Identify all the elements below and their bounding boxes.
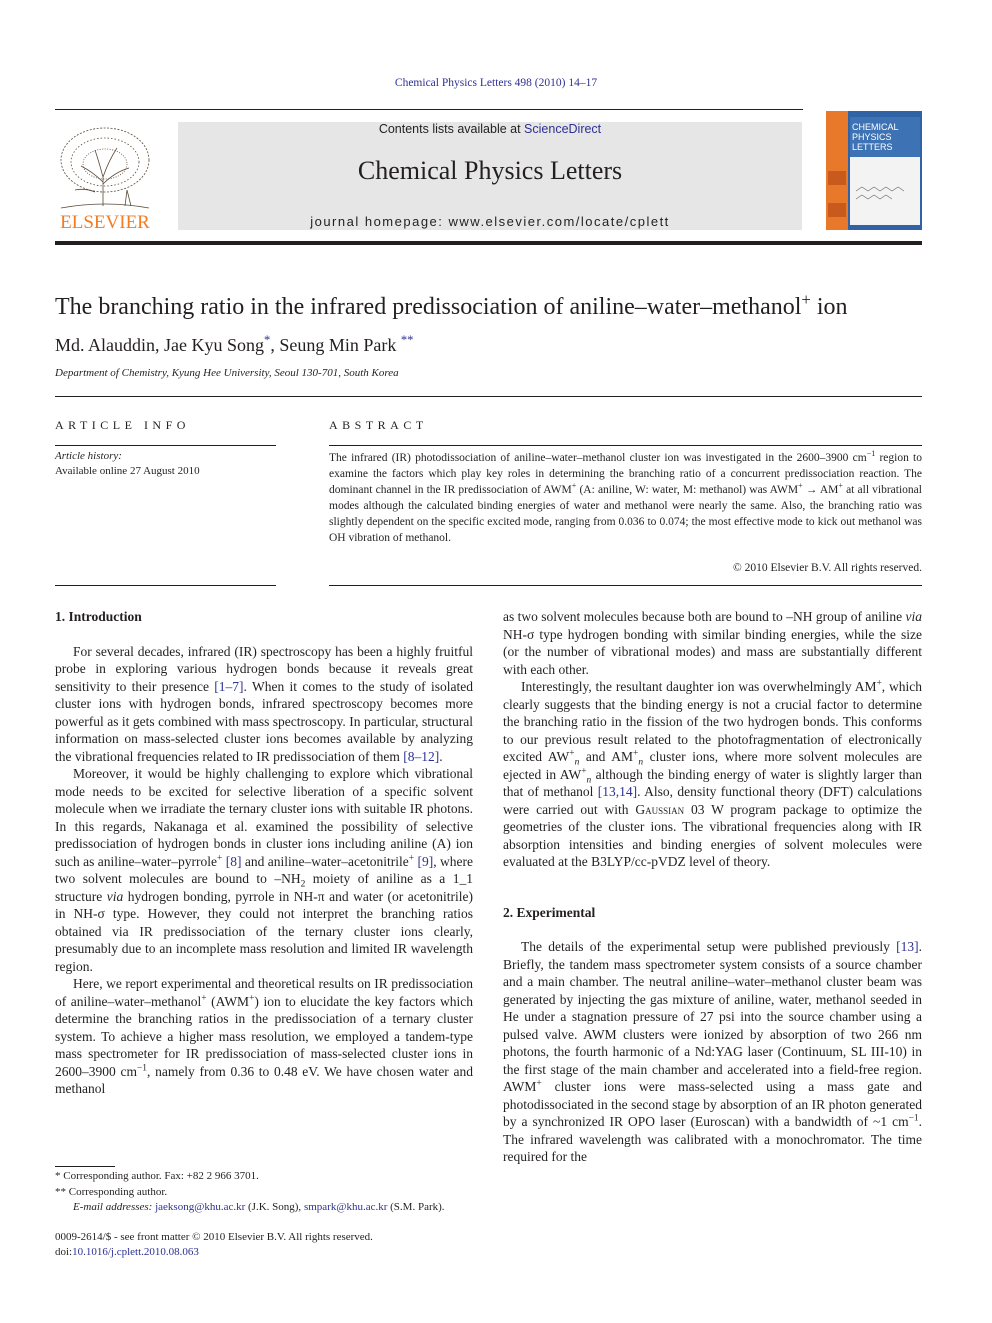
doi-line: doi:10.1016/j.cplett.2010.08.063	[55, 1246, 199, 1258]
section-heading: 1. Introduction	[55, 609, 142, 624]
cover-title-line: PHYSICS	[852, 132, 892, 142]
footnote-rule	[55, 1166, 115, 1167]
affiliation: Department of Chemistry, Kyung Hee University, Seoul 130-701, South Korea	[55, 367, 399, 379]
doi-link[interactable]: 10.1016/j.cplett.2010.08.063	[72, 1246, 199, 1258]
body-column-left	[55, 608, 473, 1098]
author-name: Jae Kyu Song	[164, 335, 265, 355]
journal-cover[interactable]	[826, 111, 922, 230]
article-info-heading: ARTICLE INFO	[55, 418, 190, 432]
reference-link[interactable]: [1–7]	[214, 678, 244, 694]
paragraph: as two solvent molecules because both are bound to –NH group of aniline via NH-σ type hydrogen bonding with similar binding energies, while the size (or the number of vibrational modes) and mass are substantially different with each other.	[503, 609, 922, 677]
reference-link[interactable]: [9]	[417, 853, 434, 869]
copyright: © 2010 Elsevier B.V. All rights reserved.	[733, 562, 922, 574]
reference-link[interactable]: [13]	[896, 939, 919, 954]
sciencedirect-link[interactable]: ScienceDirect	[524, 122, 602, 136]
cover-title-line: LETTERS	[852, 142, 893, 152]
author-name: Md. Alauddin,	[55, 335, 165, 355]
bottom-matter	[55, 1230, 373, 1260]
reference-link[interactable]: [8–12]	[403, 748, 440, 764]
section-heading: 2. Experimental	[503, 904, 596, 920]
reference-link[interactable]: [8]	[225, 853, 242, 869]
journal-citation[interactable]: Chemical Physics Letters 498 (2010) 14–17	[394, 77, 598, 89]
paragraph: Here, we report experimental and theoretical results on IR predissociation of aniline–water–methanol+ (AWM+) ion to elucidate the key factors which determine the branching ratios in the predissociation of a ternary cluster system. To achieve a higher mass resolution, we employed a tandem-type mass spectrometer for IR predissociation of mass-selected cluster ions in 2600–3900 $cm^{-1}$, namely from 0.36 to 0.48 eV. We have chosen water and methanol	[55, 976, 473, 1096]
divider	[55, 445, 276, 446]
corresponding-mark[interactable]: **	[400, 333, 414, 347]
email-link[interactable]: jaeksong@khu.ac.kr	[155, 1201, 246, 1213]
elsevier-logo[interactable]	[55, 122, 155, 230]
abstract-text: The infrared (IR) photodissociation of aniline–water–methanol cluster ion was investigated in the 2600–3900 $cm^{-1}$ region to examine the factors which play key roles in determining the branching ratio of a concurrent predissociation reaction. The dominant channel in the IR predissociation of AWM+ (A: aniline, W: water, M: methanol) was AWM+ → AM+ at all vibrational modes although the calculated binding energies of water and methanol were nearly the same. Also, the branching ratio was slightly dependent on the specific excited mode, ranging from 0.036 to 0.074; the most effective mode to kick out methanol was OH vibration of methanol.	[329, 449, 922, 544]
divider	[329, 585, 922, 586]
paragraph: The details of the experimental setup were published previously [13]. Briefly, the tandem mass spectrometer system consists of a source chamber and a main chamber. The neutral aniline–water–methanol cluster beam was generated by injecting the gas mixture of aniline, water, methanol seeded in He under a stagnation pressure of 27 psi into the source chamber using a pulsed valve. AWM clusters were ionized by absorption of two 266 nm photons, the fourth harmonic of a Nd:YAG laser (Continuum, SL III-10) in the first stage of the main chamber and accelerated into a field-free region. AWM+ cluster ions were mass-selected using a mass gate and photodissociated in the second stage by absorption of an IR photon generated by a synchronized IR OPO laser (Euroscan) with a bandwidth of ~1 $cm^{-1}$. The infrared wavelength was calibrated with a monochromator. The time required for the	[503, 939, 922, 1164]
footnotes	[55, 1169, 445, 1216]
article-history	[55, 449, 200, 479]
body-column-right	[503, 608, 922, 1166]
author-name: , Seung Min Park	[270, 335, 401, 355]
paragraph: Interestingly, the resultant daughter ion was overwhelmingly AM+, which clearly suggests that the binding energy is not a crucial factor to determine the branching ratio in the fission of the two hydrogen bonds. This conforms to our previous result related to the photofragmentation of electronically excited $AW^+_n$ and $AM^+_n$ cluster ions, where more solvent molecules are ejected in $AW^+_n$ although the binding energy of water is slightly larger than that of methanol [13,14]. Also, density functional theory (DFT) calculations were carried out with Gaussian 03 W program package to optimize the geometries of the cluster ions. The vibrational frequencies along with IR absorption intensities and binding energies of solvent molecules were evaluated at the B3LYP/cc-pVDZ level of theory.	[503, 678, 923, 869]
header-rule	[55, 109, 803, 110]
paragraph: Moreover, it would be highly challenging to explore which vibrational mode needs to be excited for selective liberation of a specific solvent molecule when we irradiate the ternary cluster ions with suitable IR photons. In this regards, Nakanaga et al. examined the possibility of selective predissociation of hydrogen bonds in cluster ions including aniline (A) ion such as aniline–water–pyrrole+ [8] and aniline–water–acetonitrile+ [9], where two solvent molecules are bound to $-NH_2$ moiety of aniline as a 1_1 structure via hydrogen bonding, pyrrole in NH-π and water (or acetonitrile) in NH-σ type. However, they could not interpret the branching ratios obtained via IR predissociation of the ternary cluster ions clearly, presumably due to an incomplete mass resolution and limited IR wavelength region.	[55, 766, 473, 974]
divider	[55, 585, 276, 586]
history-label: Article history:	[55, 450, 122, 462]
header-thick-rule	[55, 241, 922, 245]
footnote-emails: E-mail addresses: jaeksong@khu.ac.kr (J.K. Song), smpark@khu.ac.kr (S.M. Park).	[73, 1201, 445, 1213]
publisher-name: ELSEVIER	[60, 212, 150, 230]
cover-title-line: CHEMICAL	[852, 122, 899, 132]
author-list	[55, 335, 413, 356]
issn-line: 0009-2614/$ - see front matter © 2010 Elsevier B.V. All rights reserved.	[55, 1231, 373, 1243]
journal-banner	[178, 122, 802, 230]
email-link[interactable]: smpark@khu.ac.kr	[303, 1201, 388, 1213]
contents-prefix: Contents lists available at	[378, 122, 525, 136]
paragraph: For several decades, infrared (IR) spectroscopy has been a highly fruitful probe in exploring various hydrogen bonds because it reveals great sensitivity to their presence [1–7]. When it comes to the study of isolated cluster ions with hydrogen bonds, infrared spectroscopy becomes more powerful as it gets combined with mass spectroscopy. In particular, structural information on mass-selected cluster ions becomes available by analyzing the vibrational frequencies related to IR predissociation of them [8–12].	[55, 643, 473, 764]
abstract-heading: ABSTRACT	[329, 418, 428, 432]
available-online: Available online 27 August 2010	[55, 465, 200, 477]
journal-homepage[interactable]: journal homepage: www.elsevier.com/locate/cplett	[310, 214, 670, 229]
divider	[329, 445, 922, 446]
footnote: * Corresponding author. Fax: +82 2 966 3701.	[55, 1170, 259, 1182]
footnote: ** Corresponding author.	[55, 1185, 168, 1198]
corresponding-mark[interactable]: *	[264, 333, 271, 347]
elsevier-tree-icon	[55, 122, 155, 230]
journal-name: Chemical Physics Letters	[357, 156, 623, 185]
reference-link[interactable]: [13,14]	[597, 784, 638, 799]
contents-line	[178, 122, 802, 136]
cover-art-icon	[826, 111, 922, 230]
divider	[55, 396, 922, 397]
article-title: The branching ratio in the infrared predissociation of aniline–water–methanol+ ion	[55, 290, 848, 320]
